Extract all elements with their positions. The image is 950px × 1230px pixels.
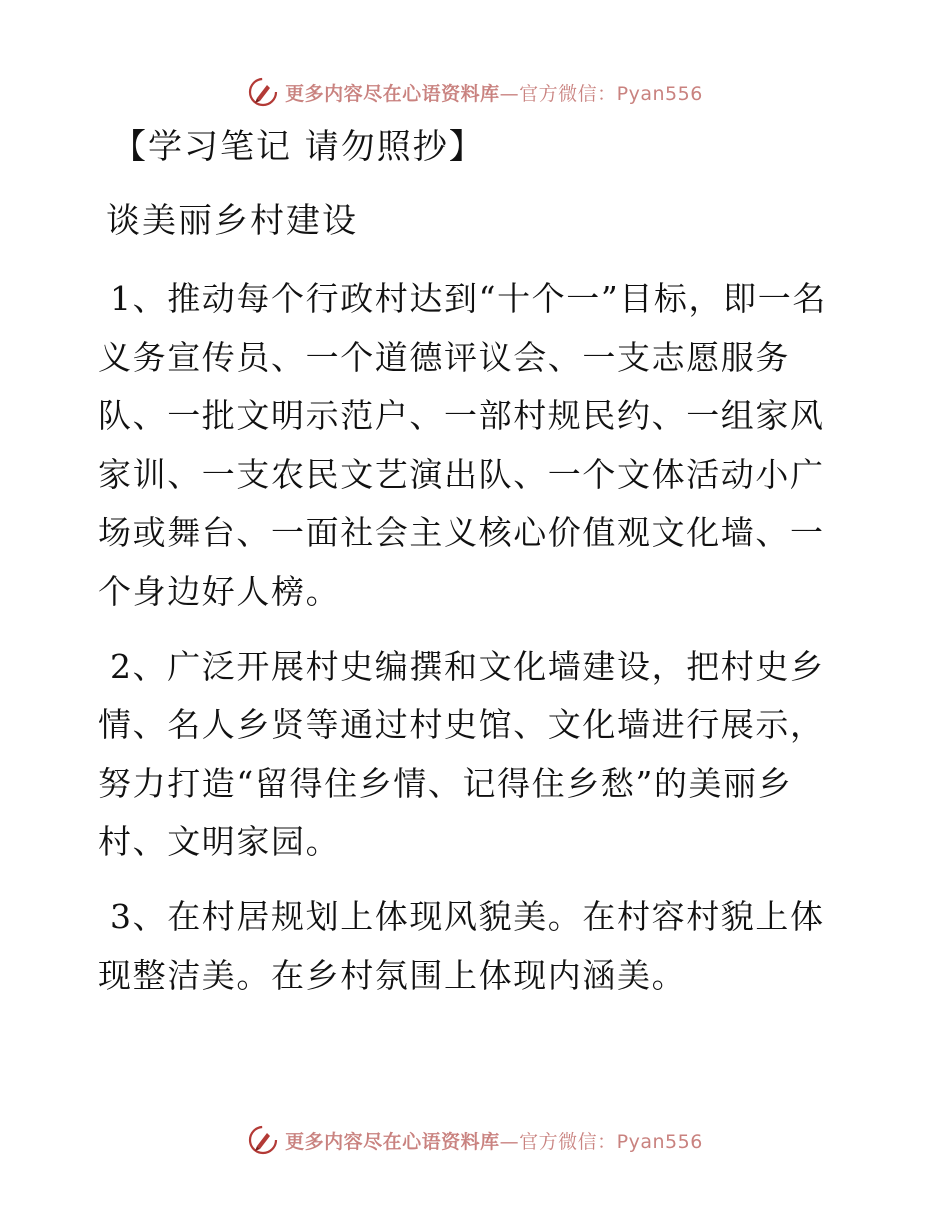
header-watermark: [0, 72, 950, 112]
document-body: [98, 122, 858, 1021]
watermark-text-bold: 更多内容尽在心语资料库: [285, 1130, 500, 1153]
pen-logo-icon: [247, 1124, 279, 1156]
watermark-text: [285, 1127, 703, 1154]
pen-logo-icon: [247, 76, 279, 108]
paragraph-3: 3、在村居规划上体现风貌美。在村容村貌上体现整洁美。在乡村氛围上体现内涵美。: [98, 896, 825, 995]
study-note-tag: 【学习笔记 请勿照抄】: [112, 127, 485, 167]
watermark-text-rest: —官方微信：Pyan556: [499, 1130, 703, 1153]
footer-watermark: [0, 1120, 950, 1160]
document-title: 谈美丽乡村建设: [106, 201, 358, 241]
watermark-group: [247, 1124, 703, 1156]
watermark-text-bold: 更多内容尽在心语资料库: [285, 82, 500, 105]
watermark-group: [247, 76, 703, 108]
watermark-text-rest: —官方微信：Pyan556: [499, 82, 703, 105]
paragraph-2: 2、广泛开展村史编撰和文化墙建设，把村史乡情、名人乡贤等通过村史馆、文化墙进行展示，努力打造“留得住乡情、记得住乡愁”的美丽乡村、文明家园。: [98, 646, 825, 862]
watermark-text: [285, 79, 703, 106]
paragraph-1: 1、推动每个行政村达到“十个一”目标，即一名义务宣传员、一个道德评议会、一支志愿服务队、一批文明示范户、一部村规民约、一组家风家训、一支农民文艺演出队、一个文体活动小广场或舞台、一面社会主义核心价值观文化墙、一个身边好人榜。: [98, 279, 827, 611]
